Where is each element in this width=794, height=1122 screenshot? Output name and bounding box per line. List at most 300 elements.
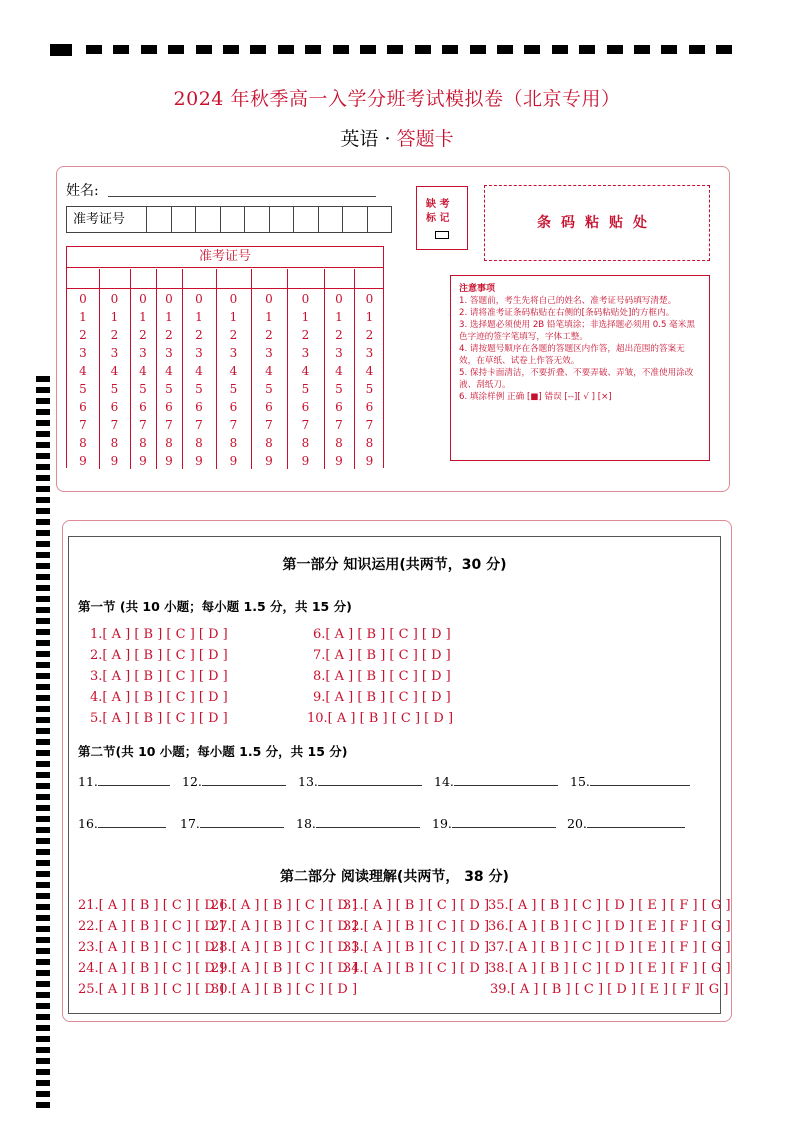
answer-row[interactable]: 37.[ A ] [ B ] [ C ] [ D ] [ E ] [ F ] [ G ] [488, 940, 731, 955]
alignment-mark [36, 552, 50, 558]
alignment-mark [196, 45, 212, 54]
exam-id-label: 准考证号 [67, 207, 147, 232]
exam-id-cell[interactable] [294, 207, 319, 232]
answer-line[interactable] [587, 816, 685, 828]
answer-row[interactable]: 4.[ A ] [ B ] [ C ] [ D ] [90, 690, 228, 705]
instruction-item: 3. 选择题必须使用 2B 铅笔填涂；非选择题必须用 0.5 毫米黑色字迹的签字笔填写，字体工整。 [459, 320, 695, 342]
digit-bubble[interactable]: 7 [110, 418, 119, 432]
part1-title: 第一部分 知识运用(共两节，30 分) [282, 557, 507, 573]
alignment-mark [36, 662, 50, 668]
alignment-mark [524, 45, 540, 54]
fill-blank-item[interactable] [434, 774, 558, 789]
fill-blank-item[interactable] [78, 816, 166, 831]
answer-row[interactable]: 34.[ A ] [ B ] [ C ] [ D ] [343, 961, 490, 976]
instruction-item: 5. 保持卡面清洁，不要折叠、不要弄破、弄皱，不准使用涂改液、刮纸刀。 [459, 368, 694, 390]
digit-bubble[interactable]: 6 [301, 400, 310, 414]
digit-bubble[interactable]: 4 [265, 364, 273, 378]
digit-bubble[interactable]: 0 [265, 292, 273, 306]
barcode-area: 条码粘贴处 [484, 185, 710, 261]
answer-line[interactable] [200, 816, 284, 828]
digit-bubble[interactable]: 4 [335, 364, 343, 378]
question-number: 18. [296, 816, 316, 831]
digit-bubble[interactable]: 4 [195, 364, 203, 378]
digit-bubble[interactable]: 4 [79, 364, 87, 378]
digit-bubble[interactable]: 6 [165, 400, 173, 414]
alignment-mark [36, 387, 50, 393]
digit-bubble[interactable]: 5 [110, 382, 119, 396]
alignment-mark [36, 1025, 50, 1031]
question-number: 16. [78, 816, 98, 831]
exam-id-bubble-grid [66, 246, 384, 468]
instructions-box [450, 275, 710, 461]
alignment-mark [36, 915, 50, 921]
alignment-mark [661, 45, 677, 54]
alignment-mark [36, 783, 50, 789]
digit-bubble[interactable]: 1 [79, 310, 87, 324]
digit-bubble[interactable]: 2 [195, 328, 203, 342]
alignment-mark [86, 45, 102, 54]
digit-bubble[interactable]: 2 [265, 328, 273, 342]
digit-bubble[interactable]: 9 [110, 454, 119, 468]
exam-id-cell[interactable] [147, 207, 172, 232]
alignment-mark [36, 673, 50, 679]
fill-blank-item[interactable] [182, 774, 286, 789]
answer-row[interactable]: 6.[ A ] [ B ] [ C ] [ D ] [313, 627, 451, 642]
grid-column-divider [324, 269, 325, 469]
digit-bubble[interactable]: 7 [365, 418, 374, 432]
digit-bubble[interactable]: 1 [301, 310, 310, 324]
digit-bubble[interactable]: 0 [365, 292, 374, 306]
grid-column-divider [182, 269, 183, 469]
digit-bubble[interactable]: 1 [195, 310, 203, 324]
digit-bubble[interactable]: 2 [79, 328, 87, 342]
top-alignment-marks [50, 44, 746, 56]
digit-bubble[interactable]: 8 [229, 436, 238, 450]
alignment-mark [36, 882, 50, 888]
answer-row[interactable]: 26.[ A ] [ B ] [ C ] [ D ] [211, 898, 358, 913]
digit-bubble[interactable]: 6 [265, 400, 273, 414]
digit-bubble[interactable]: 9 [195, 454, 203, 468]
alignment-mark [36, 596, 50, 602]
digit-bubble[interactable]: 2 [139, 328, 147, 342]
exam-id-cell[interactable] [368, 207, 392, 232]
alignment-mark [36, 871, 50, 877]
absent-label-top: 缺 考 [426, 199, 450, 210]
alignment-mark [36, 1003, 50, 1009]
alignment-mark [36, 475, 50, 481]
answer-row[interactable]: 27.[ A ] [ B ] [ C ] [ D ] [211, 919, 358, 934]
answer-row[interactable]: 21.[ A ] [ B ] [ C ] [ D ] [78, 898, 225, 913]
question-number: 15. [570, 774, 590, 789]
alignment-mark [36, 497, 50, 503]
digit-bubble[interactable]: 7 [265, 418, 273, 432]
alignment-mark [36, 1036, 50, 1042]
name-label: 姓名: [66, 183, 99, 199]
absent-checkbox[interactable] [435, 231, 449, 239]
digit-bubble[interactable]: 8 [165, 436, 173, 450]
digit-bubble[interactable]: 0 [335, 292, 343, 306]
alignment-mark [36, 860, 50, 866]
digit-bubble[interactable]: 8 [139, 436, 147, 450]
digit-bubble[interactable]: 8 [365, 436, 374, 450]
alignment-mark [36, 519, 50, 525]
digit-bubble[interactable]: 6 [79, 400, 87, 414]
digit-bubble[interactable]: 1 [335, 310, 343, 324]
alignment-mark [168, 45, 184, 54]
alignment-mark [689, 45, 705, 54]
digit-bubble[interactable]: 3 [165, 346, 173, 360]
question-number: 14. [434, 774, 454, 789]
instruction-item: 4. 请按题号顺序在各题的答题区内作答，超出范围的答案无效，在草纸、试卷上作答无效。 [459, 344, 685, 366]
part2-title: 第二部分 阅读理解(共两节， 38 分) [280, 869, 509, 885]
exam-id-cell[interactable] [221, 207, 246, 232]
digit-bubble[interactable]: 2 [365, 328, 374, 342]
alignment-mark [36, 992, 50, 998]
fill-blank-item[interactable] [432, 816, 556, 831]
alignment-mark [36, 376, 50, 382]
alignment-mark [387, 45, 403, 54]
answer-row[interactable]: 25.[ A ] [ B ] [ C ] [ D ] [78, 982, 225, 997]
digit-bubble[interactable]: 8 [301, 436, 310, 450]
grid-column-divider [216, 269, 217, 469]
answer-row[interactable]: 2.[ A ] [ B ] [ C ] [ D ] [90, 648, 228, 663]
exam-id-cell[interactable] [245, 207, 270, 232]
alignment-mark [360, 45, 376, 54]
alignment-mark [36, 717, 50, 723]
digit-bubble[interactable]: 6 [229, 400, 238, 414]
digit-bubble[interactable]: 5 [301, 382, 310, 396]
alignment-mark [36, 574, 50, 580]
digit-bubble[interactable]: 7 [195, 418, 203, 432]
digit-bubble[interactable]: 4 [139, 364, 147, 378]
alignment-mark [36, 1047, 50, 1053]
digit-bubble[interactable]: 5 [335, 382, 343, 396]
name-field[interactable] [108, 196, 376, 197]
digit-bubble[interactable]: 0 [195, 292, 203, 306]
alignment-mark [36, 816, 50, 822]
answer-row[interactable]: 3.[ A ] [ B ] [ C ] [ D ] [90, 669, 228, 684]
instruction-item: 6. 填涂样例 正确 [■] 错误 [--][ √ ] [×] [459, 392, 612, 402]
alignment-mark [36, 695, 50, 701]
digit-bubble[interactable]: 6 [335, 400, 343, 414]
digit-bubble[interactable]: 1 [229, 310, 238, 324]
digit-bubble[interactable]: 1 [265, 310, 273, 324]
digit-bubble[interactable]: 4 [110, 364, 119, 378]
digit-bubble[interactable]: 3 [139, 346, 147, 360]
alignment-mark [36, 706, 50, 712]
digit-bubble[interactable]: 9 [335, 454, 343, 468]
alignment-mark [36, 750, 50, 756]
card-subtitle [0, 124, 794, 151]
alignment-mark [36, 981, 50, 987]
answer-row[interactable]: 8.[ A ] [ B ] [ C ] [ D ] [313, 669, 451, 684]
exam-id-cell[interactable] [196, 207, 221, 232]
grid-column-divider [354, 269, 355, 469]
alignment-mark [36, 563, 50, 569]
digit-bubble[interactable]: 3 [195, 346, 203, 360]
digit-bubble[interactable]: 7 [79, 418, 87, 432]
answer-row[interactable]: 7.[ A ] [ B ] [ C ] [ D ] [313, 648, 451, 663]
answer-row[interactable]: 22.[ A ] [ B ] [ C ] [ D ] [78, 919, 225, 934]
digit-bubble[interactable]: 2 [165, 328, 173, 342]
section1-title: 第一节 (共 10 小题；每小题 1.5 分，共 15 分) [78, 599, 352, 614]
digit-bubble[interactable]: 8 [110, 436, 119, 450]
answer-line[interactable] [590, 774, 690, 786]
digit-bubble[interactable]: 5 [195, 382, 203, 396]
exam-id-cell[interactable] [343, 207, 368, 232]
answer-line[interactable] [98, 816, 166, 828]
answer-line[interactable] [452, 816, 556, 828]
answer-row[interactable]: 30.[ A ] [ B ] [ C ] [ D ] [211, 982, 358, 997]
absent-label-bottom: 标 记 [426, 213, 450, 224]
digit-bubble[interactable]: 0 [139, 292, 147, 306]
digit-bubble[interactable]: 5 [229, 382, 238, 396]
answer-row[interactable]: 35.[ A ] [ B ] [ C ] [ D ] [ E ] [ F ] [ G ] [488, 898, 731, 913]
grid-header: 准考证号 [67, 247, 383, 268]
question-number: 20. [567, 816, 587, 831]
digit-bubble[interactable]: 8 [335, 436, 343, 450]
exam-id-cell[interactable] [270, 207, 295, 232]
digit-bubble[interactable]: 6 [195, 400, 203, 414]
digit-bubble[interactable]: 4 [301, 364, 310, 378]
alignment-mark [36, 640, 50, 646]
digit-bubble[interactable]: 4 [365, 364, 374, 378]
answer-row[interactable]: 5.[ A ] [ B ] [ C ] [ D ] [90, 711, 228, 726]
section2-title: 第二节(共 10 小题；每小题 1.5 分，共 15 分) [78, 744, 348, 759]
alignment-mark [497, 45, 513, 54]
alignment-mark [333, 45, 349, 54]
question-number: 17. [180, 816, 200, 831]
digit-bubble[interactable]: 3 [229, 346, 238, 360]
alignment-mark [223, 45, 239, 54]
digit-bubble[interactable]: 7 [229, 418, 238, 432]
answer-row[interactable]: 29.[ A ] [ B ] [ C ] [ D ] [211, 961, 358, 976]
answer-row[interactable]: 33.[ A ] [ B ] [ C ] [ D ] [343, 940, 490, 955]
digit-bubble[interactable]: 8 [195, 436, 203, 450]
grid-column-divider [251, 269, 252, 469]
alignment-mark [36, 1091, 50, 1097]
digit-bubble[interactable]: 0 [229, 292, 238, 306]
answer-row[interactable]: 9.[ A ] [ B ] [ C ] [ D ] [313, 690, 451, 705]
digit-bubble[interactable]: 8 [79, 436, 87, 450]
answer-line[interactable] [454, 774, 558, 786]
grid-column-divider [99, 269, 100, 469]
alignment-mark [36, 893, 50, 899]
alignment-mark [607, 45, 623, 54]
digit-bubble[interactable]: 0 [165, 292, 173, 306]
exam-title: 2024 年秋季高一入学分班考试模拟卷（北京专用） [173, 88, 621, 110]
digit-bubble[interactable]: 9 [229, 454, 238, 468]
answer-line[interactable] [316, 816, 420, 828]
subtitle-separator: · [384, 128, 391, 150]
alignment-mark [36, 398, 50, 404]
answer-row[interactable]: 1.[ A ] [ B ] [ C ] [ D ] [90, 627, 228, 642]
alignment-mark [36, 453, 50, 459]
digit-bubble[interactable]: 6 [365, 400, 374, 414]
alignment-mark [36, 1014, 50, 1020]
digit-bubble[interactable]: 5 [139, 382, 147, 396]
digit-bubble[interactable]: 3 [265, 346, 273, 360]
digit-bubble[interactable]: 8 [265, 436, 273, 450]
digit-bubble[interactable]: 2 [335, 328, 343, 342]
digit-bubble[interactable]: 5 [79, 382, 87, 396]
digit-bubble[interactable]: 5 [265, 382, 273, 396]
alignment-mark [36, 1080, 50, 1086]
digit-bubble[interactable]: 5 [365, 382, 374, 396]
digit-bubble[interactable]: 6 [110, 400, 119, 414]
alignment-mark [36, 827, 50, 833]
alignment-mark [250, 45, 266, 54]
fill-blank-item[interactable] [180, 816, 284, 831]
alignment-mark [36, 970, 50, 976]
digit-bubble[interactable]: 9 [79, 454, 87, 468]
answer-row[interactable]: 39.[ A ] [ B ] [ C ] [ D ] [ E ] [ F ][ G ] [490, 982, 729, 997]
digit-bubble[interactable]: 0 [79, 292, 87, 306]
answer-row[interactable]: 36.[ A ] [ B ] [ C ] [ D ] [ E ] [ F ] [ G ] [488, 919, 731, 934]
answer-row[interactable]: 23.[ A ] [ B ] [ C ] [ D ] [78, 940, 225, 955]
instruction-item: 2. 请将准考证条码粘贴在右侧的[条码粘贴处]的方框内。 [459, 308, 675, 318]
alignment-mark [36, 618, 50, 624]
alignment-mark [415, 45, 431, 54]
digit-bubble[interactable]: 3 [79, 346, 87, 360]
digit-bubble[interactable]: 9 [139, 454, 147, 468]
alignment-mark [36, 508, 50, 514]
digit-bubble[interactable]: 9 [365, 454, 374, 468]
absent-mark-box [416, 186, 468, 250]
alignment-mark [36, 541, 50, 547]
alignment-mark [305, 45, 321, 54]
alignment-mark [36, 1102, 50, 1108]
question-number: 19. [432, 816, 452, 831]
grid-column-divider [130, 269, 131, 469]
alignment-mark [113, 45, 129, 54]
subject-label: 英语 [340, 128, 379, 150]
alignment-mark [36, 486, 50, 492]
alignment-mark [36, 959, 50, 965]
fill-blank-item[interactable] [78, 774, 170, 789]
alignment-mark [36, 838, 50, 844]
instruction-item: 1. 答题前，考生先将自己的姓名、准考证号码填写清楚。 [459, 296, 677, 306]
alignment-mark [36, 651, 50, 657]
fill-blank-item[interactable] [298, 774, 422, 789]
digit-bubble[interactable]: 0 [301, 292, 310, 306]
alignment-mark [716, 45, 732, 54]
answer-line[interactable] [318, 774, 422, 786]
answer-line[interactable] [98, 774, 170, 786]
digit-bubble[interactable]: 3 [335, 346, 343, 360]
alignment-mark [36, 794, 50, 800]
fill-blank-item[interactable] [570, 774, 690, 789]
grid-write-row [67, 268, 383, 289]
digit-bubble[interactable]: 9 [301, 454, 310, 468]
question-number: 13. [298, 774, 318, 789]
answer-row[interactable]: 10.[ A ] [ B ] [ C ] [ D ] [307, 711, 454, 726]
alignment-mark [36, 585, 50, 591]
alignment-mark [36, 948, 50, 954]
alignment-mark [442, 45, 458, 54]
question-number: 12. [182, 774, 202, 789]
digit-bubble[interactable]: 3 [301, 346, 310, 360]
left-alignment-marks [36, 376, 50, 1120]
alignment-mark [36, 849, 50, 855]
alignment-mark [36, 464, 50, 470]
alignment-mark [579, 45, 595, 54]
alignment-mark [36, 409, 50, 415]
alignment-mark [36, 607, 50, 613]
digit-bubble[interactable]: 0 [110, 292, 119, 306]
alignment-mark [470, 45, 486, 54]
alignment-mark [36, 431, 50, 437]
digit-bubble[interactable]: 6 [139, 400, 147, 414]
digit-bubble[interactable]: 3 [365, 346, 374, 360]
grid-column-divider [156, 269, 157, 469]
alignment-mark [50, 44, 72, 56]
digit-bubble[interactable]: 2 [110, 328, 119, 342]
exam-id-cell[interactable] [172, 207, 197, 232]
fill-blank-item[interactable] [296, 816, 420, 831]
digit-bubble[interactable]: 3 [110, 346, 119, 360]
digit-bubble[interactable]: 7 [165, 418, 173, 432]
answer-row[interactable]: 28.[ A ] [ B ] [ C ] [ D ] [211, 940, 358, 955]
alignment-mark [36, 926, 50, 932]
alignment-mark [36, 805, 50, 811]
alignment-mark [36, 739, 50, 745]
digit-bubble[interactable]: 9 [165, 454, 173, 468]
digit-bubble[interactable]: 5 [165, 382, 173, 396]
fill-blank-item[interactable] [567, 816, 685, 831]
answer-row[interactable]: 24.[ A ] [ B ] [ C ] [ D ] [78, 961, 225, 976]
alignment-mark [36, 629, 50, 635]
alignment-mark [36, 530, 50, 536]
answer-line[interactable] [202, 774, 286, 786]
digit-bubble[interactable]: 1 [365, 310, 374, 324]
alignment-mark [141, 45, 157, 54]
alignment-mark [36, 937, 50, 943]
alignment-mark [36, 1069, 50, 1075]
question-number: 11. [78, 774, 98, 789]
card-name: 答题卡 [396, 128, 454, 150]
digit-bubble[interactable]: 9 [265, 454, 273, 468]
digit-bubble[interactable]: 7 [139, 418, 147, 432]
instructions-heading: 注意事项 [459, 284, 496, 294]
alignment-mark [278, 45, 294, 54]
alignment-mark [36, 761, 50, 767]
digit-bubble[interactable]: 7 [335, 418, 343, 432]
alignment-mark [36, 442, 50, 448]
exam-id-row [66, 206, 392, 233]
alignment-mark [36, 684, 50, 690]
digit-bubble[interactable]: 2 [229, 328, 238, 342]
alignment-mark [36, 772, 50, 778]
alignment-mark [552, 45, 568, 54]
digit-bubble[interactable]: 1 [110, 310, 119, 324]
alignment-mark [634, 45, 650, 54]
digit-bubble[interactable]: 4 [229, 364, 238, 378]
digit-bubble[interactable]: 1 [165, 310, 173, 324]
digit-bubble[interactable]: 7 [301, 418, 310, 432]
grid-column-divider [287, 269, 288, 469]
digit-bubble[interactable]: 4 [165, 364, 173, 378]
answer-row[interactable]: 31.[ A ] [ B ] [ C ] [ D ] [343, 898, 490, 913]
answer-row[interactable]: 38.[ A ] [ B ] [ C ] [ D ] [ E ] [ F ] [ G ] [488, 961, 731, 976]
alignment-mark [36, 420, 50, 426]
alignment-mark [36, 1058, 50, 1064]
digit-bubble[interactable]: 2 [301, 328, 310, 342]
alignment-mark [36, 904, 50, 910]
digit-bubble[interactable]: 1 [139, 310, 147, 324]
answer-row[interactable]: 32.[ A ] [ B ] [ C ] [ D ] [343, 919, 490, 934]
exam-id-cell[interactable] [319, 207, 344, 232]
